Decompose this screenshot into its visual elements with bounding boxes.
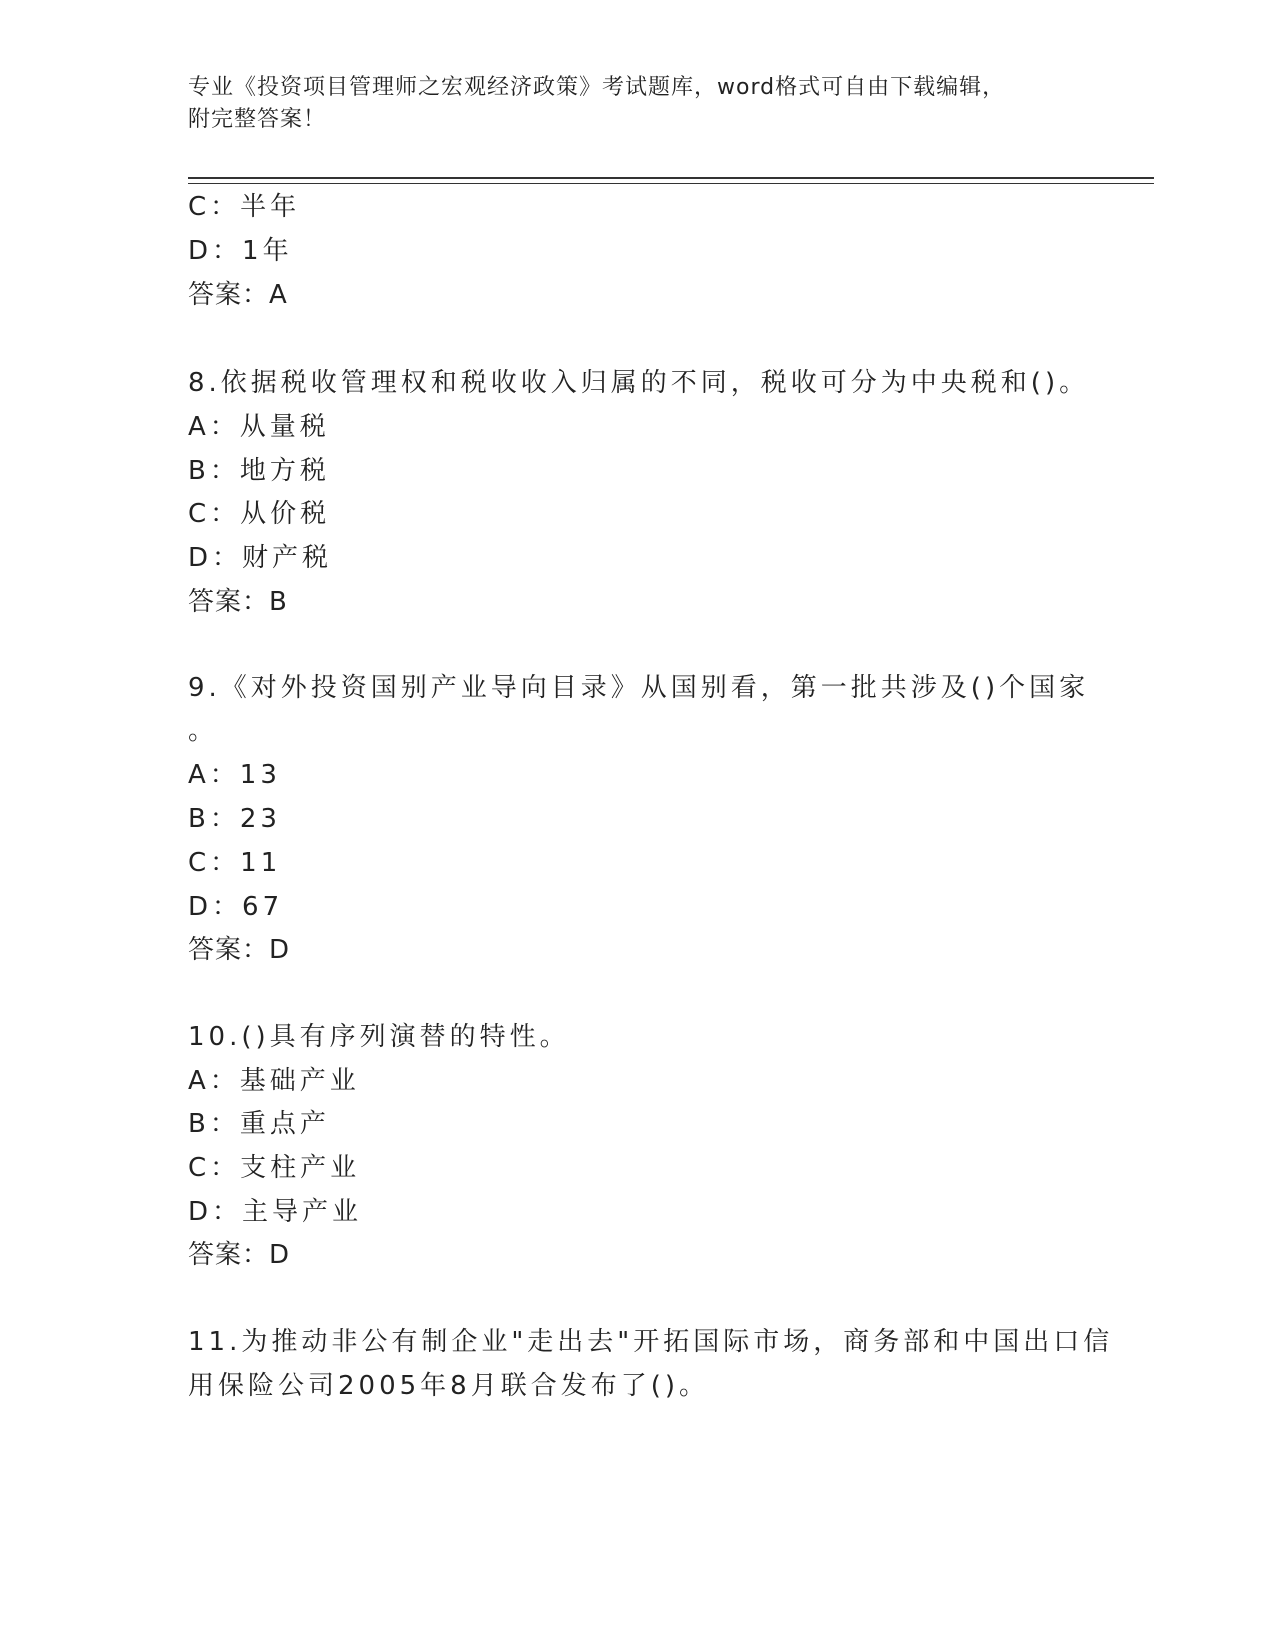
q9-option-c: C：11 (188, 848, 282, 878)
q8-answer: 答案：B (188, 587, 288, 617)
q7-answer: 答案：A (188, 280, 288, 310)
q9-option-b: B：23 (188, 804, 281, 834)
q10-question: 10.()具有序列演替的特性。 (188, 1022, 570, 1052)
q8-option-c: C：从价税 (188, 499, 331, 529)
q11-question-line-1: 11.为推动非公有制企业"走出去"开拓国际市场，商务部和中国出口信 (188, 1327, 1114, 1357)
q9-option-d: D：67 (188, 892, 284, 922)
q10-option-c: C：支柱产业 (188, 1153, 361, 1183)
q7-option-c: C：半年 (188, 192, 301, 222)
q9-answer: 答案：D (188, 935, 291, 965)
q10-option-b: B：重点产 (188, 1109, 330, 1139)
q8-question: 8.依据税收管理权和税收收入归属的不同，税收可分为中央税和()。 (188, 368, 1090, 398)
q9-option-a: A：13 (188, 760, 281, 790)
q10-answer: 答案：D (188, 1240, 291, 1270)
q9-question-line-2: 。 (188, 716, 219, 746)
q10-option-d: D：主导产业 (188, 1197, 363, 1227)
document-header (188, 72, 1068, 136)
q8-option-a: A：从量税 (188, 412, 330, 442)
q9-question-line-1: 9.《对外投资国别产业导向目录》从国别看，第一批共涉及()个国家 (188, 673, 1090, 703)
q8-option-d: D：财产税 (188, 543, 333, 573)
q10-option-a: A：基础产业 (188, 1066, 360, 1096)
header-divider-thin (188, 183, 1154, 184)
header-divider-thick (188, 177, 1154, 179)
q8-option-b: B：地方税 (188, 456, 330, 486)
header-line-2: 附完整答案！ (188, 107, 327, 132)
q7-option-d: D：1年 (188, 236, 293, 266)
header-line-1: 专业《投资项目管理师之宏观经济政策》考试题库，word格式可自由下载编辑， (188, 75, 1006, 100)
q11-question-line-2: 用保险公司2005年8月联合发布了()。 (188, 1371, 709, 1401)
